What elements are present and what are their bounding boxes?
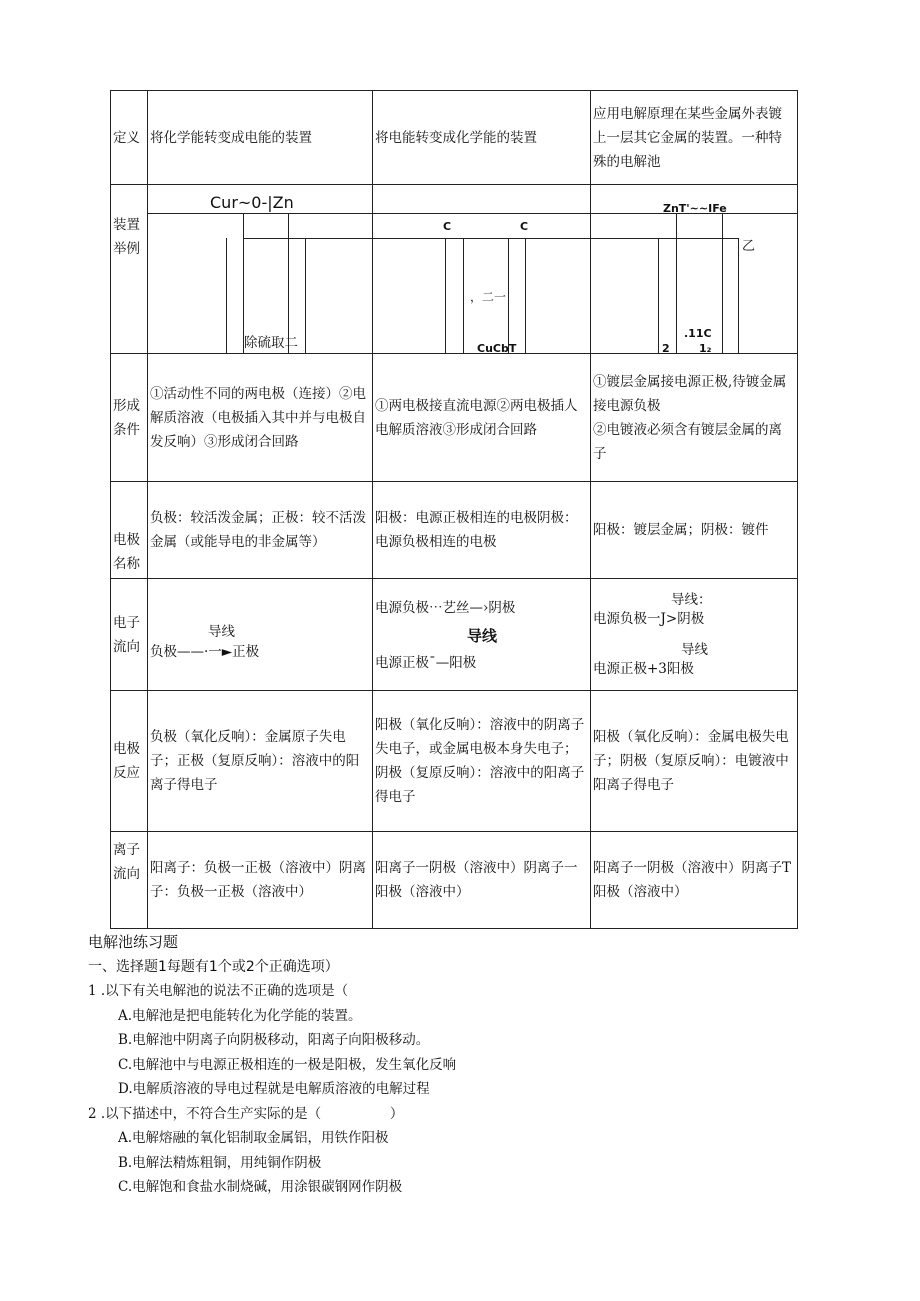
conditions-electroplating (591, 354, 798, 482)
row-definition (111, 91, 798, 185)
question-2-stem: 2 .以下描述中，不符合生产实际的是（ ） (88, 1105, 404, 1122)
galvanic-diagram-label: Cur~0-|Zn (210, 193, 294, 212)
reaction-electroplating: 阳极（氧化反响）：金属电极失电子；阴极（复原反响）：电镀液中阳离子得电子 (591, 691, 798, 832)
row-label-electrode-reaction: 电极反应 (111, 691, 148, 832)
diagram-line (658, 238, 659, 354)
diagram-line (525, 238, 526, 354)
electrode-c-right: C (520, 220, 529, 233)
electron-flow-plating-line2: 电源正极+3阳极 (593, 660, 694, 677)
exercise-title: 电解池练习题 (88, 933, 179, 951)
ion-flow-electroplating: 阳离子一阴极（溶液中）阴离子T阳极（溶液中） (591, 832, 798, 929)
conditions-galvanic: ①活动性不同的两电极（连接）②电解质溶液（电极插入其中并与电极自发反响）③形成闭合回路 (148, 354, 373, 482)
row-label-electron-flow: 电子流向 (111, 579, 148, 691)
definition-electrolytic: 将电能转变成化学能的装置 (373, 91, 591, 185)
question-1-option-a: A.电解池是把电能转化为化学能的装置。 (118, 1007, 362, 1024)
ion-flow-galvanic: 阳离子：负极一正极（溶液中）阴离子：负极一正极（溶液中） (148, 832, 373, 929)
ion-flow-electrolytic: 阳离子一阴极（溶液中）阴离子一阳极（溶液中） (373, 832, 591, 929)
conditions-electrolytic: ①两电极接直流电源②两电极插人电解质溶液③形成闭合回路 (373, 354, 591, 482)
electrolytic-solution-label: CuCbT (477, 342, 517, 355)
reaction-galvanic: 负极（氧化反响）：金属原子失电子；正极（复原反响）：溶液中的阳离子得电子 (148, 691, 373, 832)
wire-label: 导线 (681, 641, 708, 658)
wire-label: 导线 (208, 623, 235, 640)
diagram-line (463, 238, 464, 354)
row-label-electrode-names: 电极名称 (111, 482, 148, 579)
plating-diagram-label: ZnT'~~IFe (663, 202, 727, 215)
row-label-device: 装置举例 (111, 185, 148, 354)
diagram-line (148, 213, 373, 214)
reaction-electrolytic: 阳极（氧化反响）：溶液中的阴离子失电子，或金属电极本身失电子；阴极（复原反响）：溶液中的阳离子得电子 (373, 691, 591, 832)
row-device (111, 185, 798, 354)
plating-bottom-label-1: 2 (662, 342, 670, 355)
diagram-line (722, 213, 723, 354)
electrolytic-mid-label: ，二一 (470, 290, 507, 304)
device-electrolytic (373, 185, 591, 354)
exercise-section (88, 930, 848, 1200)
diagram-line (591, 213, 798, 214)
electron-flow-electrolytic (373, 579, 591, 691)
diagram-line (226, 238, 227, 354)
electron-flow-plating-line1: 电源负极一J>阴极 (593, 610, 705, 627)
electron-flow-galvanic-text: 负极——·一►正极 (150, 643, 260, 660)
diagram-line (445, 238, 446, 354)
plating-cell-label: 乙 (742, 239, 756, 254)
electron-flow-electrolytic-line1: 电源负极⋯艺丝—›阴极 (375, 599, 516, 616)
question-1-option-d: D.电解质溶液的导电过程就是电解质溶液的电解过程 (118, 1081, 430, 1097)
question-2-option-a: A.电解熔融的氧化铝制取金属铝，用铁作阳极 (118, 1130, 389, 1146)
definition-electroplating: 应用电解原理在某些金属外表镀上一层其它金属的装置。一种特殊的电解池 (591, 91, 798, 185)
device-galvanic (148, 185, 373, 354)
names-electroplating: 阳极：镀层金属；阴极：镀件 (591, 482, 798, 579)
question-2-option-c: C.电解饱和食盐水制烧碱，用涂银碳钢网作阴极 (118, 1179, 403, 1195)
device-electroplating (591, 185, 798, 354)
galvanic-electrolyte-label: 除硫取二 (244, 335, 298, 351)
electron-flow-galvanic (148, 579, 373, 691)
row-label-conditions: 形成条件 (111, 354, 148, 482)
electrode-c-left: C (443, 220, 452, 233)
electron-flow-electrolytic-line2: 电源正极ˉ—阳极 (375, 654, 477, 671)
question-1-option-b: B.电解池中阴离子向阴极移动，阳离子向阳极移动。 (118, 1032, 430, 1048)
plating-mid-label: .11C (684, 327, 712, 340)
row-label-definition: 定义 (111, 91, 148, 185)
row-electron-flow (111, 579, 798, 691)
diagram-line (738, 238, 739, 354)
question-2-option-b: B.电解法精炼粗铜，用纯铜作阴极 (118, 1154, 322, 1171)
conditions-plating-line2: ②电镀液必须含有镀层金属的离子 (593, 421, 782, 462)
diagram-line (243, 238, 373, 239)
names-electrolytic: 阳极：电源正极相连的电极阴极：电源负极相连的电极 (373, 482, 591, 579)
conditions-plating-line1: ①镀层金属接电源正极,待镀金属接电源负极 (593, 373, 787, 414)
section-heading: 一、选择题1每题有1个或2个正确选项） (88, 958, 339, 975)
row-electrode-names (111, 482, 798, 579)
row-conditions (111, 354, 798, 482)
wire-label: 导线： (671, 591, 712, 608)
electron-flow-electroplating (591, 579, 798, 691)
diagram-line (591, 238, 738, 239)
question-1-option-c: C.电解池中与电源正极相连的一极是阳极，发生氧化反响 (118, 1056, 457, 1073)
diagram-line (305, 238, 306, 354)
names-galvanic: 负极：较活泼金属；正极：较不活泼金属（或能导电的非金属等） (148, 482, 373, 579)
diagram-line (373, 238, 591, 239)
diagram-line (676, 213, 677, 354)
row-electrode-reaction (111, 691, 798, 832)
definition-galvanic: 将化学能转变成电能的装置 (148, 91, 373, 185)
question-1-stem: 1 .以下有关电解池的说法不正确的选项是（ (88, 983, 349, 999)
row-label-ion-flow: 离子流向 (111, 832, 148, 929)
diagram-line (373, 213, 591, 214)
comparison-table (110, 90, 798, 929)
row-ion-flow (111, 832, 798, 929)
plating-bottom-label-2: 1₂ (699, 342, 712, 355)
wire-label: 导线 (467, 626, 498, 645)
